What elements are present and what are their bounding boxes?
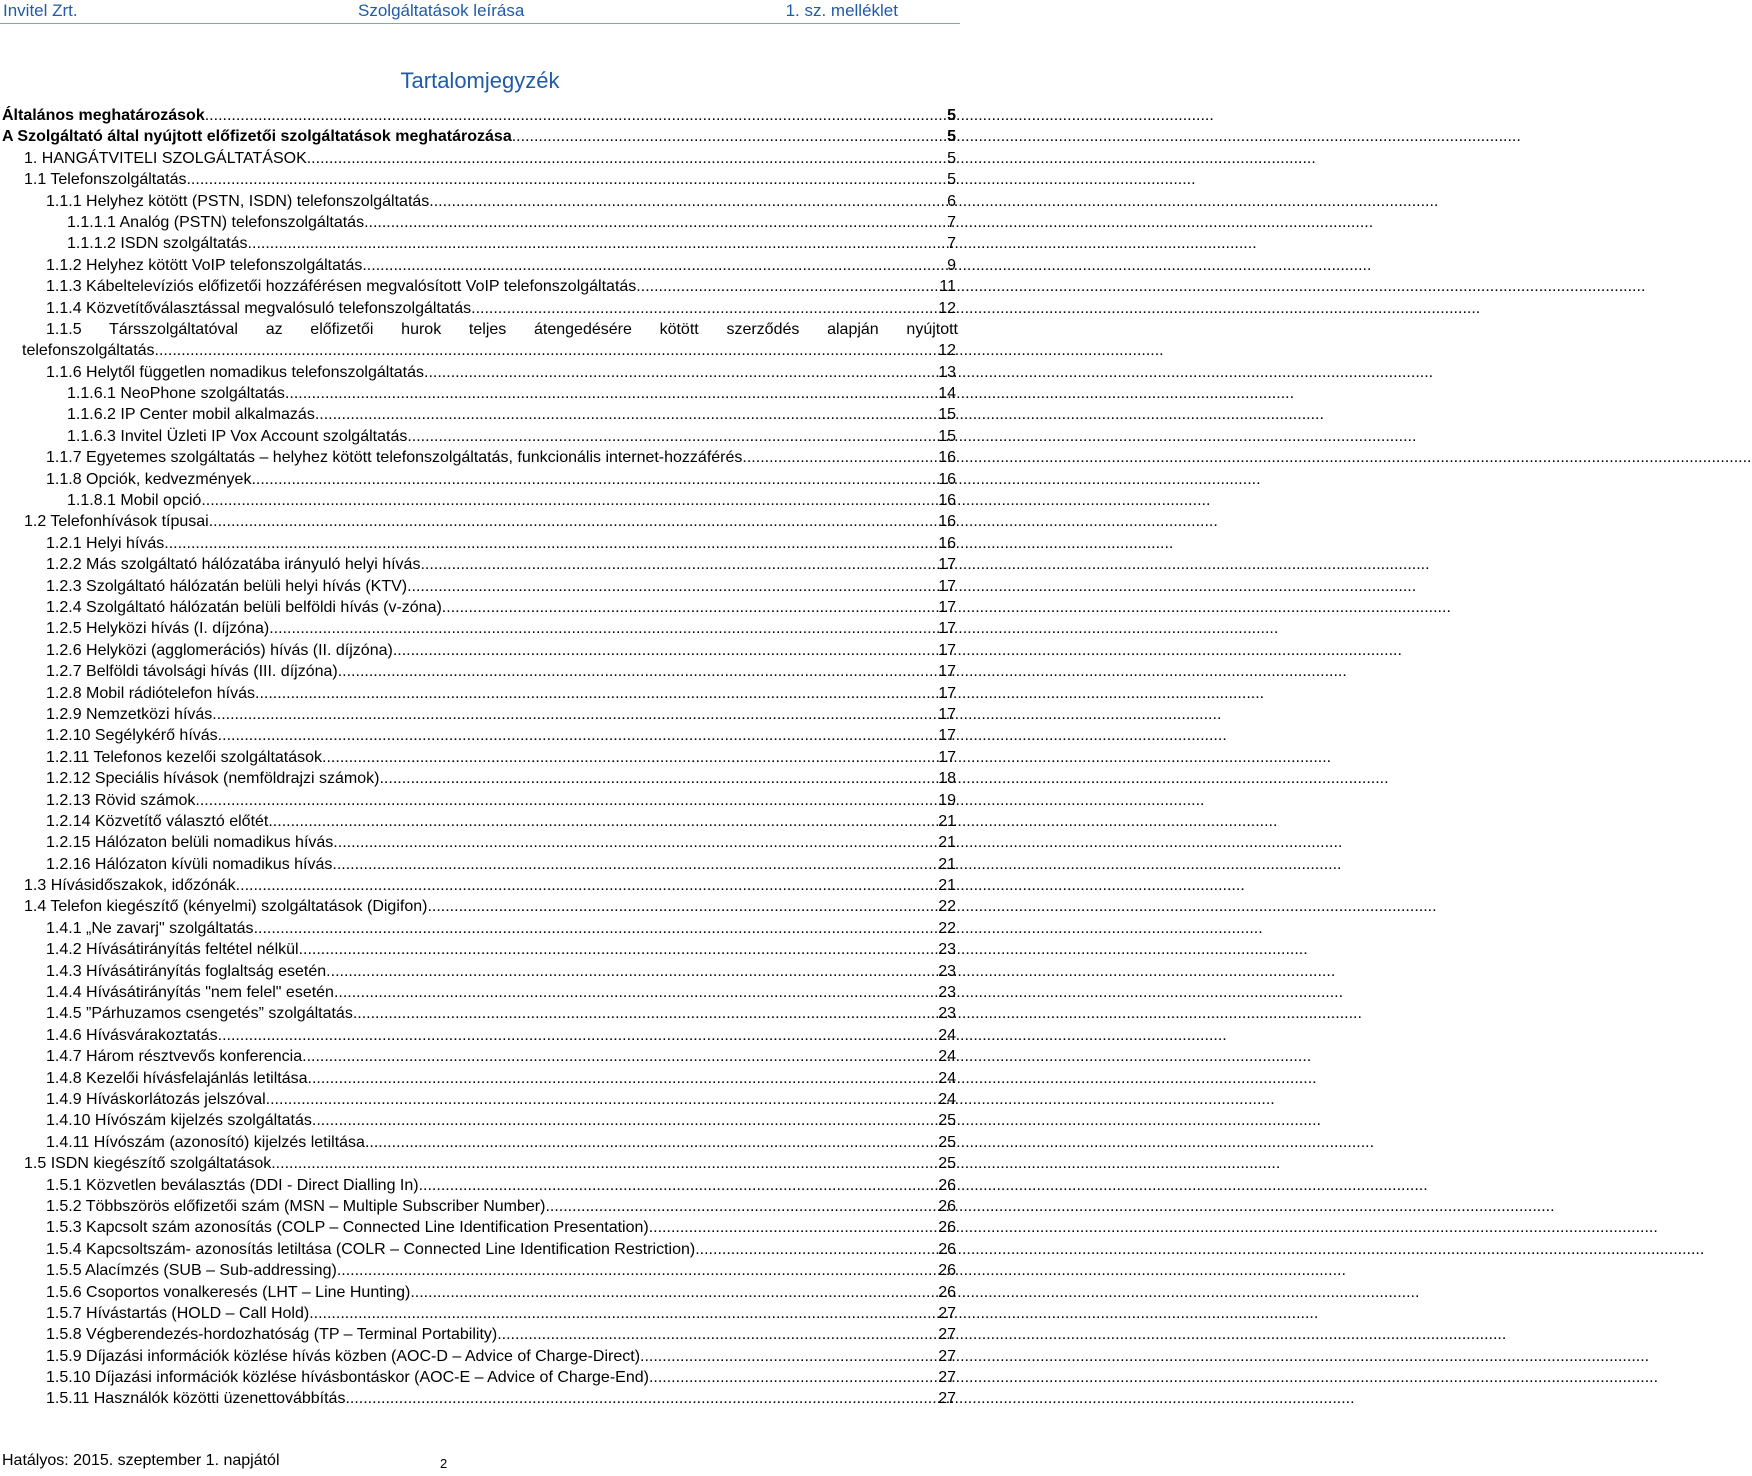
toc-leader-dots bbox=[309, 1303, 938, 1324]
toc-entry-text: 1.4 Telefon kiegészítő (kényelmi) szolgáltatások (Digifon) bbox=[24, 898, 428, 916]
toc-page-number: 16 bbox=[938, 534, 956, 552]
toc-entry-text: 1.1.6.3 Invitel Üzleti IP Vox Account szolgáltatás bbox=[67, 427, 408, 445]
toc-page-number: 13 bbox=[938, 363, 956, 381]
toc-entry[interactable] bbox=[0, 661, 958, 682]
toc-entry-text: 1.5.2 Többszörös előfizetői szám (MSN – Multiple Subscriber Number) bbox=[46, 1197, 546, 1215]
table-of-contents bbox=[0, 105, 960, 1410]
toc-entry[interactable] bbox=[0, 1003, 958, 1024]
toc-page-number: 22 bbox=[938, 898, 956, 916]
toc-entry-text: 1.5.4 Kapcsoltszám- azonosítás letiltása (COLR – Connected Line Identification Restriction) bbox=[46, 1240, 696, 1258]
toc-entry-text: 1.2.8 Mobil rádiótelefon hívás bbox=[46, 684, 256, 702]
toc-entry-text: 1.4.7 Három résztvevős konferencia bbox=[46, 1048, 303, 1066]
toc-page-number: 5 bbox=[947, 149, 956, 167]
footer-effective-date: Hatályos: 2015. szeptember 1. napjától bbox=[2, 1452, 280, 1469]
toc-entry[interactable] bbox=[0, 1110, 958, 1131]
toc-entry-text: A Szolgáltató által nyújtott előfizetői szolgáltatások meghatározása bbox=[2, 128, 512, 146]
toc-entry[interactable] bbox=[0, 618, 958, 639]
toc-page-number: 17 bbox=[938, 684, 956, 702]
toc-entry[interactable] bbox=[0, 1239, 958, 1260]
toc-page-number: 17 bbox=[938, 705, 956, 723]
toc-leader-dots bbox=[312, 1110, 938, 1131]
toc-page-number: 21 bbox=[938, 812, 956, 830]
toc-leader-dots bbox=[266, 1089, 939, 1110]
toc-page-number: 17 bbox=[938, 556, 956, 574]
toc-leader-dots bbox=[338, 661, 938, 682]
toc-page-number: 16 bbox=[938, 470, 956, 488]
toc-leader-dots bbox=[362, 255, 947, 276]
toc-leader-dots bbox=[201, 490, 938, 511]
toc-entry[interactable] bbox=[0, 725, 958, 746]
toc-page-number: 26 bbox=[938, 1197, 956, 1215]
toc-page-number: 21 bbox=[938, 855, 956, 873]
toc-leader-dots bbox=[337, 1260, 938, 1281]
toc-leader-dots bbox=[218, 725, 939, 746]
toc-entry[interactable] bbox=[0, 1367, 958, 1388]
toc-entry-text: 1.2.14 Közvetítő választó előtét bbox=[46, 812, 269, 830]
toc-page-number: 14 bbox=[938, 385, 956, 403]
toc-leader-dots bbox=[636, 276, 939, 297]
toc-leader-dots bbox=[649, 1217, 938, 1238]
toc-entry[interactable] bbox=[0, 576, 958, 597]
toc-entry[interactable] bbox=[0, 597, 958, 618]
toc-entry[interactable] bbox=[0, 896, 958, 917]
toc-entry-text: 1.2.2 Más szolgáltató hálózatába irányuló helyi hívás bbox=[46, 556, 421, 574]
toc-page-number: 17 bbox=[938, 599, 956, 616]
toc-leader-dots bbox=[695, 1239, 938, 1260]
toc-entry[interactable] bbox=[0, 1217, 958, 1238]
toc-leader-dots bbox=[545, 1196, 938, 1217]
toc-entry-text: 1.2.5 Helyközi hívás (I. díjzóna) bbox=[46, 620, 270, 638]
toc-entry-text: 1.1.3 Kábeltelevíziós előfizetői hozzáférésen megvalósított VoIP telefonszolgáltatás bbox=[46, 278, 637, 296]
toc-entry-text: 1.2.16 Hálózaton kívüli nomadikus hívás bbox=[46, 855, 333, 873]
toc-entry[interactable] bbox=[0, 255, 958, 276]
toc-leader-dots bbox=[410, 1282, 938, 1303]
toc-page-number: 24 bbox=[938, 1026, 956, 1044]
toc-title: Tartalomjegyzék bbox=[400, 68, 560, 93]
toc-page-number: 12 bbox=[938, 342, 956, 360]
toc-leader-dots bbox=[333, 832, 938, 853]
toc-entry[interactable] bbox=[0, 982, 958, 1003]
toc-entry[interactable] bbox=[0, 1346, 958, 1367]
toc-entry-text: 1.5.6 Csoportos vonalkeresés (LHT – Line Hunting) bbox=[46, 1283, 411, 1301]
toc-entry-text: 1.4.10 Hívószám kijelzés szolgáltatás bbox=[46, 1112, 312, 1130]
toc-page-number: 17 bbox=[938, 577, 956, 595]
toc-entry-text: 1.4.5 ”Párhuzamos csengetés” szolgáltatás bbox=[46, 1005, 353, 1023]
toc-entry-text: 1.1.7 Egyetemes szolgáltatás – helyhez kötött telefonszolgáltatás, funkcionális internet-hozzáférés bbox=[46, 449, 743, 467]
toc-entry[interactable] bbox=[0, 426, 958, 447]
toc-entry-text: 1.4.6 Hívásvárakoztatás bbox=[46, 1026, 218, 1044]
footer-page-number: 2 bbox=[440, 1456, 448, 1471]
toc-page-number: 7 bbox=[947, 213, 956, 231]
toc-entry-text: 1.1.6.1 NeoPhone szolgáltatás bbox=[67, 385, 285, 403]
toc-leader-dots bbox=[308, 1068, 939, 1089]
toc-entry-text: 1.1.2 Helyhez kötött VoIP telefonszolgáltatás bbox=[46, 256, 363, 274]
toc-entry[interactable] bbox=[0, 191, 958, 212]
toc-leader-dots bbox=[212, 704, 938, 725]
toc-page-number: 27 bbox=[938, 1326, 956, 1344]
toc-page-number: 11 bbox=[939, 278, 956, 296]
toc-entry[interactable] bbox=[0, 490, 958, 511]
toc-entry-text: 1.4.9 Híváskorlátozás jelszóval bbox=[46, 1090, 266, 1108]
toc-entry[interactable] bbox=[0, 1153, 958, 1174]
toc-entry[interactable] bbox=[0, 704, 958, 725]
toc-entry-text: 1.2.13 Rövid számok bbox=[46, 791, 196, 809]
toc-entry-text: 1.1.6 Helytől független nomadikus telefonszolgáltatás bbox=[46, 363, 425, 381]
toc-entry[interactable] bbox=[0, 1260, 958, 1281]
toc-page-number: 27 bbox=[938, 1347, 956, 1365]
toc-entry[interactable] bbox=[0, 1282, 958, 1303]
toc-page-number: 17 bbox=[938, 748, 956, 766]
toc-page-number: 17 bbox=[938, 620, 956, 638]
toc-entry[interactable] bbox=[0, 511, 958, 532]
toc-entry[interactable] bbox=[0, 640, 958, 661]
toc-entry-text: 1.4.8 Kezelői hívásfelajánlás letiltása bbox=[46, 1069, 308, 1087]
toc-leader-dots bbox=[649, 1367, 938, 1388]
toc-entry[interactable] bbox=[0, 961, 958, 982]
toc-page-number: 26 bbox=[938, 1176, 956, 1194]
toc-entry-text: 1.1.4 Közvetítőválasztással megvalósuló telefonszolgáltatás bbox=[46, 299, 472, 317]
toc-entry[interactable] bbox=[0, 1388, 958, 1409]
toc-page-number: 17 bbox=[938, 663, 956, 681]
toc-page-number: 26 bbox=[938, 1283, 956, 1301]
toc-entry-text: 1.4.3 Hívásátirányítás foglaltság esetén bbox=[46, 962, 327, 980]
toc-entry-text: 1.4.1 „Ne zavarj" szolgáltatás bbox=[46, 919, 254, 937]
toc-leader-dots bbox=[365, 1132, 938, 1153]
toc-entry[interactable] bbox=[0, 1025, 958, 1046]
toc-entry-text: 1.5.5 Alacímzés (SUB – Sub-addressing) bbox=[46, 1262, 337, 1280]
toc-entry[interactable] bbox=[0, 747, 958, 768]
toc-page-number: 19 bbox=[938, 791, 956, 809]
toc-entry[interactable] bbox=[0, 1132, 958, 1153]
toc-entry[interactable] bbox=[0, 1303, 958, 1324]
toc-leader-dots bbox=[299, 939, 939, 960]
toc-page-number: 27 bbox=[938, 1304, 956, 1322]
toc-leader-dots bbox=[251, 469, 938, 490]
toc-entry-text: 1.4.4 Hívásátirányítás "nem felel" esetén bbox=[46, 984, 334, 1002]
toc-entry[interactable] bbox=[0, 105, 958, 126]
toc-leader-dots bbox=[442, 597, 938, 618]
toc-entry[interactable] bbox=[0, 404, 958, 425]
toc-entry[interactable] bbox=[0, 233, 958, 254]
toc-entry[interactable] bbox=[0, 1068, 958, 1089]
toc-entry-text: 1.1 Telefonszolgáltatás bbox=[24, 171, 187, 189]
toc-leader-dots bbox=[285, 383, 938, 404]
toc-entry[interactable] bbox=[0, 1089, 958, 1110]
header-company: Invitel Zrt. bbox=[3, 1, 78, 20]
toc-page-number: 17 bbox=[938, 727, 956, 745]
toc-leader-dots bbox=[236, 875, 939, 896]
toc-entry[interactable] bbox=[0, 1324, 958, 1345]
toc-entry-text: 1.5.7 Hívástartás (HOLD – Call Hold) bbox=[46, 1304, 310, 1322]
toc-entry-text: 1.2.6 Helyközi (agglomerációs) hívás (II. díjzóna) bbox=[46, 641, 393, 659]
toc-leader-dots bbox=[420, 554, 938, 575]
toc-page-number: 27 bbox=[938, 1390, 956, 1408]
toc-page-number: 16 bbox=[938, 513, 956, 531]
toc-entry-text: 1.5.1 Közvetlen beválasztás (DDI - Direct Dialling In) bbox=[46, 1176, 419, 1194]
toc-entry-text: 1.4.11 Hívószám (azonosító) kijelzés letiltása bbox=[46, 1133, 365, 1151]
toc-leader-dots bbox=[269, 618, 938, 639]
toc-entry[interactable] bbox=[0, 319, 958, 362]
toc-page-number: 24 bbox=[938, 1048, 956, 1066]
toc-entry-text: 1.2.3 Szolgáltató hálózatán belüli helyi hívás (KTV) bbox=[46, 577, 408, 595]
toc-entry-text-continued: telefonszolgáltatás bbox=[22, 342, 155, 360]
toc-leader-dots bbox=[307, 148, 947, 169]
toc-entry[interactable] bbox=[0, 683, 958, 704]
toc-page-number: 6 bbox=[947, 192, 956, 210]
toc-entry[interactable] bbox=[0, 169, 958, 190]
toc-entry[interactable] bbox=[0, 768, 958, 789]
toc-entry-text: 1. HANGÁTVITELI SZOLGÁLTATÁSOK bbox=[24, 149, 307, 167]
toc-leader-dots bbox=[497, 1324, 938, 1345]
toc-page-number: 25 bbox=[938, 1112, 956, 1130]
toc-page-number: 17 bbox=[938, 641, 956, 659]
header-divider bbox=[0, 23, 960, 24]
toc-leader-dots bbox=[640, 1346, 938, 1367]
toc-page-number: 26 bbox=[938, 1219, 956, 1237]
toc-page-number: 26 bbox=[938, 1240, 956, 1258]
toc-leader-dots bbox=[209, 511, 938, 532]
toc-leader-dots bbox=[334, 982, 938, 1003]
toc-leader-dots bbox=[186, 169, 947, 190]
toc-leader-dots bbox=[419, 1175, 939, 1196]
toc-page-number: 5 bbox=[947, 128, 956, 146]
toc-entry-text: 1.2 Telefonhívások típusai bbox=[24, 513, 209, 531]
toc-leader-dots bbox=[471, 298, 938, 319]
header-document-title: Szolgáltatások leírása bbox=[358, 1, 525, 20]
toc-leader-dots bbox=[407, 426, 938, 447]
toc-leader-dots bbox=[255, 683, 938, 704]
toc-entry-text: 1.5.8 Végberendezés-hordozhatóság (TP – Terminal Portability) bbox=[46, 1326, 498, 1344]
toc-entry[interactable] bbox=[0, 1196, 958, 1217]
toc-entry[interactable] bbox=[0, 298, 958, 319]
toc-entry[interactable] bbox=[0, 854, 958, 875]
toc-leader-dots bbox=[218, 1025, 939, 1046]
toc-page-number: 21 bbox=[938, 834, 956, 852]
toc-leader-dots bbox=[195, 790, 938, 811]
toc-entry[interactable] bbox=[0, 1175, 958, 1196]
toc-entry[interactable] bbox=[0, 148, 958, 169]
toc-entry-text: 1.2.9 Nemzetközi hívás bbox=[46, 705, 213, 723]
toc-page-number: 25 bbox=[938, 1155, 956, 1173]
toc-page-number: 22 bbox=[938, 919, 956, 937]
toc-entry-text: 1.2.1 Helyi hívás bbox=[46, 534, 165, 552]
toc-leader-dots bbox=[271, 1153, 938, 1174]
toc-leader-dots bbox=[345, 1388, 938, 1409]
toc-page-number: 23 bbox=[938, 1005, 956, 1023]
toc-page-number: 21 bbox=[938, 877, 956, 895]
toc-page-number: 5 bbox=[947, 107, 956, 124]
toc-entry[interactable] bbox=[0, 1046, 958, 1067]
toc-page-number: 12 bbox=[938, 299, 956, 317]
toc-page-number: 9 bbox=[947, 256, 956, 274]
toc-leader-dots bbox=[164, 533, 938, 554]
toc-leader-dots bbox=[268, 811, 938, 832]
toc-leader-dots bbox=[155, 340, 939, 361]
toc-entry-text: 1.1.5 Társszolgáltatóval az előfizetői hurok teljes átengedésére kötött szerződés alapján nyújtott bbox=[46, 320, 958, 338]
toc-entry-text: 1.5.3 Kapcsolt szám azonosítás (COLP – Connected Line Identification Presentation) bbox=[46, 1219, 649, 1237]
toc-entry[interactable] bbox=[0, 212, 958, 233]
toc-entry-text: 1.5.11 Használók közötti üzenettovábbítás bbox=[46, 1390, 346, 1408]
toc-entry-text: 1.1.8 Opciók, kedvezmények bbox=[46, 470, 252, 488]
toc-entry-text: 1.1.1.2 ISDN szolgáltatás bbox=[67, 235, 248, 253]
toc-entry-text: 1.1.6.2 IP Center mobil alkalmazás bbox=[67, 406, 315, 424]
toc-leader-dots bbox=[424, 362, 938, 383]
toc-page-number: 18 bbox=[938, 770, 956, 788]
toc-page-number: 24 bbox=[938, 1090, 956, 1108]
toc-page-number: 5 bbox=[947, 171, 956, 189]
toc-entry[interactable] bbox=[0, 276, 958, 297]
toc-leader-dots bbox=[393, 640, 938, 661]
toc-page-number: 23 bbox=[938, 962, 956, 980]
toc-leader-dots bbox=[427, 896, 938, 917]
toc-entry-text: 1.2.4 Szolgáltató hálózatán belüli belföldi hívás (v-zóna) bbox=[46, 599, 442, 616]
toc-entry-text: 1.2.7 Belföldi távolsági hívás (III. díjzóna) bbox=[46, 663, 338, 681]
toc-entry-text: 1.5.9 Díjazási információk közlése hívás közben (AOC-D – Advice of Charge-Direct) bbox=[46, 1347, 641, 1365]
toc-entry-text: 1.2.10 Segélykérő hívás bbox=[46, 727, 218, 745]
toc-leader-dots bbox=[315, 404, 938, 425]
toc-leader-dots bbox=[322, 747, 938, 768]
toc-entry[interactable] bbox=[0, 811, 958, 832]
toc-leader-dots bbox=[332, 854, 938, 875]
toc-entry-text: 1.1.1.1 Analóg (PSTN) telefonszolgáltatás bbox=[67, 213, 365, 231]
toc-page-number: 16 bbox=[938, 449, 956, 467]
toc-entry-text: 1.5.10 Díjazási információk közlése hívásbontáskor (AOC-E – Advice of Charge-End) bbox=[46, 1369, 649, 1387]
toc-entry-text: 1.2.12 Speciális hívások (nemföldrajzi számok) bbox=[46, 770, 380, 788]
header-appendix-label: 1. sz. melléklet bbox=[785, 1, 898, 20]
toc-page-number: 23 bbox=[938, 941, 956, 959]
toc-leader-dots bbox=[353, 1003, 938, 1024]
toc-entry[interactable] bbox=[0, 469, 958, 490]
toc-leader-dots bbox=[248, 233, 948, 254]
toc-leader-dots bbox=[429, 191, 947, 212]
toc-entry[interactable] bbox=[0, 554, 958, 575]
toc-leader-dots bbox=[302, 1046, 938, 1067]
toc-entry[interactable] bbox=[0, 447, 958, 468]
toc-leader-dots bbox=[512, 126, 947, 147]
toc-entry[interactable] bbox=[0, 533, 958, 554]
toc-page-number: 25 bbox=[938, 1133, 956, 1151]
toc-entry-text: 1.4.2 Hívásátirányítás feltétel nélkül bbox=[46, 941, 299, 959]
toc-leader-dots bbox=[407, 576, 938, 597]
toc-entry[interactable] bbox=[0, 790, 958, 811]
toc-leader-dots bbox=[742, 447, 938, 468]
toc-entry-text: 1.2.11 Telefonos kezelői szolgáltatások bbox=[46, 748, 323, 766]
toc-page-number: 27 bbox=[938, 1369, 956, 1387]
toc-entry-text: 1.3 Hívásidőszakok, időzónák bbox=[24, 877, 236, 895]
toc-page-number: 23 bbox=[938, 984, 956, 1002]
toc-entry-text: Általános meghatározások bbox=[2, 107, 205, 124]
toc-entry[interactable] bbox=[0, 362, 958, 383]
toc-page-number: 15 bbox=[938, 406, 956, 424]
toc-entry[interactable] bbox=[0, 939, 958, 960]
toc-leader-dots bbox=[205, 105, 947, 126]
toc-leader-dots bbox=[326, 961, 938, 982]
toc-entry-text: 1.1.8.1 Mobil opció bbox=[67, 492, 202, 510]
toc-entry[interactable] bbox=[0, 832, 958, 853]
toc-page-number: 16 bbox=[938, 492, 956, 510]
toc-page-number: 24 bbox=[938, 1069, 956, 1087]
toc-entry-text: 1.5 ISDN kiegészítő szolgáltatások bbox=[24, 1155, 272, 1173]
toc-entry[interactable] bbox=[0, 126, 958, 147]
toc-entry[interactable] bbox=[0, 918, 958, 939]
toc-leader-dots bbox=[364, 212, 947, 233]
toc-entry[interactable] bbox=[0, 875, 958, 896]
toc-page-number: 15 bbox=[938, 427, 956, 445]
toc-entry[interactable] bbox=[0, 383, 958, 404]
toc-leader-dots bbox=[379, 768, 938, 789]
toc-leader-dots bbox=[254, 918, 939, 939]
toc-page-number: 26 bbox=[938, 1262, 956, 1280]
toc-entry-text: 1.2.15 Hálózaton belüli nomadikus hívás bbox=[46, 834, 334, 852]
toc-entry-text: 1.1.1 Helyhez kötött (PSTN, ISDN) telefonszolgáltatás bbox=[46, 192, 430, 210]
toc-page-number: 7 bbox=[947, 235, 956, 253]
